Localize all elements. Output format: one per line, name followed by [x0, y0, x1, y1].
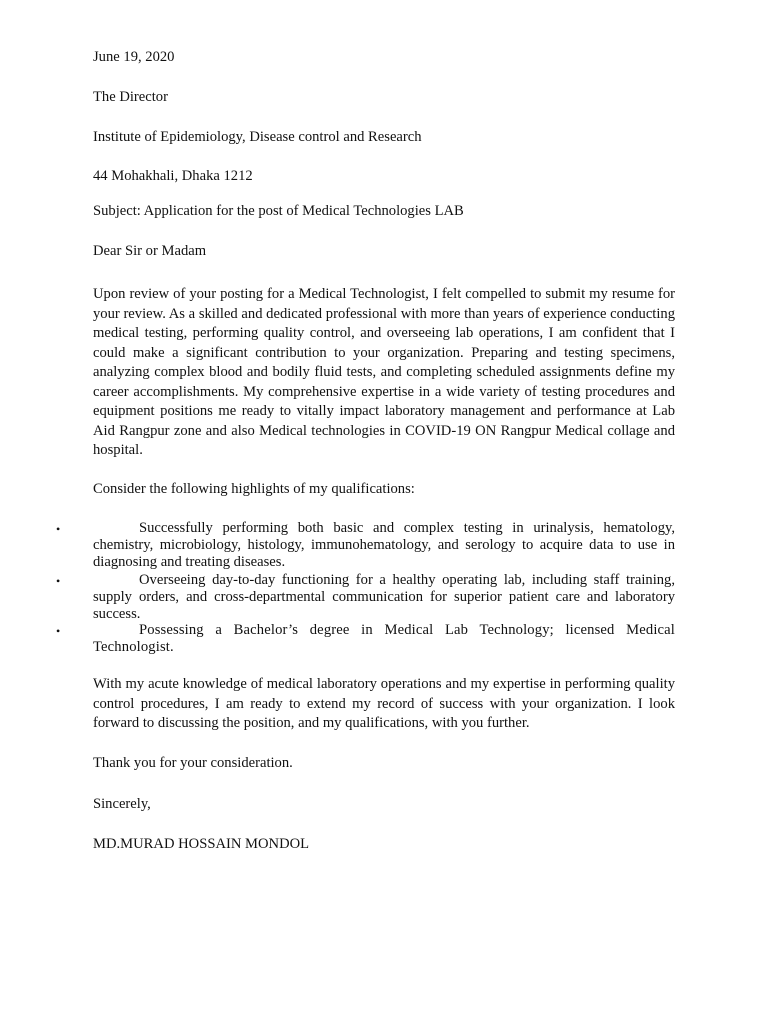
bullet-icon: • — [56, 522, 61, 536]
letter-salutation: Dear Sir or Madam — [93, 243, 207, 259]
bullet-icon: • — [56, 624, 61, 638]
bullet-icon: • — [56, 574, 61, 588]
letter-date: June 19, 2020 — [93, 49, 175, 65]
list-item-text: Possessing a Bachelor’s degree in Medical Lab Technology; licensed Medical Technologist. — [93, 622, 675, 655]
recipient-address: 44 Mohakhali, Dhaka 1212 — [93, 168, 253, 184]
recipient-organization: Institute of Epidemiology, Disease control and Research — [93, 129, 422, 145]
list-item-text: Successfully performing both basic and complex testing in urinalysis, hematology, chemistry, microbiology, histology, immunohematology, and serology to acquire data to use in diagnosing and treating diseases. — [93, 520, 675, 570]
body-closing-paragraph: With my acute knowledge of medical laboratory operations and my expertise in performing quality control procedures, I am ready to extend my record of success with your organization. I look forward to discussing the position, and my qualifications, with you further. — [93, 676, 675, 731]
letter-subject: Subject: Application for the post of Medical Technologies LAB — [93, 203, 464, 219]
list-item-text: Overseeing day-to-day functioning for a healthy operating lab, including staff training, supply orders, and cross-departmental communication for superior patient care and laboratory success. — [93, 572, 675, 622]
signoff: Sincerely, — [93, 796, 151, 812]
body-intro-paragraph: Upon review of your posting for a Medical Technologist, I felt compelled to submit my resume for your review. As a skilled and dedicated professional with more than years of experience conducting medical testing, performing quality control, and overseeing lab operations, I am confident that I could make a significant contribution to your organization. Preparing and testing specimens, analyzing complex blood and bodily fluid tests, and completing scheduled assignments define my career accomplishments. My comprehensive expertise in a wide variety of testing procedures and equipment positions me ready to vitally impact laboratory management and performance at Lab Aid Rangpur zone and also Medical technologies in COVID-19 ON Rangpur Medical collage and hospital. — [93, 286, 675, 458]
highlights-intro: Consider the following highlights of my qualifications: — [93, 481, 415, 497]
thanks-line: Thank you for your consideration. — [93, 755, 293, 771]
recipient-title: The Director — [93, 89, 168, 105]
signature-name: MD.MURAD HOSSAIN MONDOL — [93, 836, 310, 852]
